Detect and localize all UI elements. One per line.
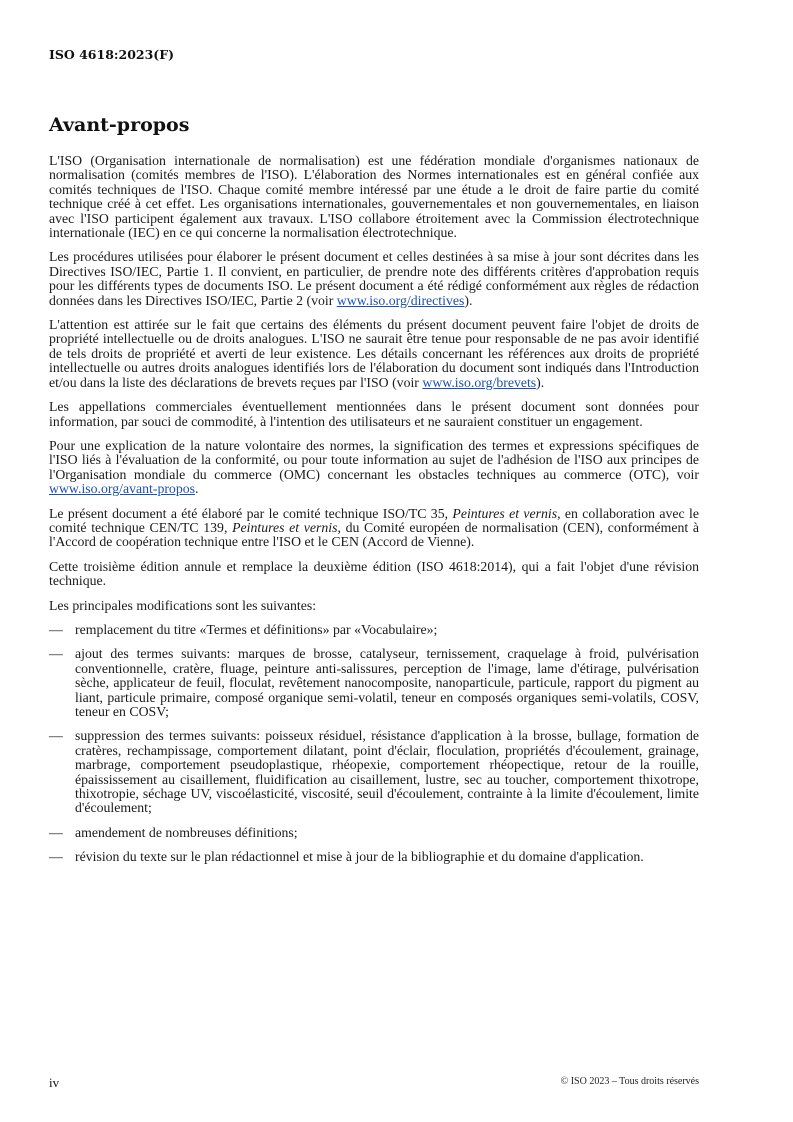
dash-bullet: —: [49, 849, 63, 865]
paragraph-edition: Cette troisième édition annule et remplace la deuxième édition (ISO 4618:2014), qui a fait l'objet d'une révision technique.: [49, 558, 699, 589]
list-item: — remplacement du titre «Termes et définitions» par «Vocabulaire»;: [49, 621, 438, 637]
list-item: — suppression des termes suivants: poisseux résiduel, résistance d'application à la brosse, bullage, formation de cratères, rechampissage, comportement dilatant, point d'éclair, floculation, propriétés d'écoulement, grainage, marbrage, comportement pseudoplastique, rhéopexie, comportement rhéopectique, retour de la rouille, épaississement au cisaillement, fluidification au cisaillement, lustre, sec au toucher, comportement thixotrope, thixotropie, séchage UV, viscoélasticité, viscosité, seuil d'écoulement, contrainte à la limite d'écoulement, limite d'écoulement;: [49, 728, 699, 816]
dash-bullet: —: [49, 728, 63, 744]
dash-bullet: —: [49, 824, 63, 840]
link-avant-propos[interactable]: www.iso.org/avant-propos: [49, 481, 195, 497]
list-item: — ajout des termes suivants: marques de brosse, catalyseur, ternissement, craquelage à froid, pulvérisation conventionnelle, cratère, fluage, peinture anti-salissures, perception de l'image, lame d'étirage, pulvérisation sèche, applicateur de feuil, floculat, revêtement nanocomposite, nanoparticule, particule, rapport du pigment au liant, particule primaire, composé organique semi-volatil, teneur en composés organiques semi-volatils, COSV, teneur en COSV;: [49, 646, 699, 719]
document-code: ISO 4618:2023(F): [49, 47, 175, 62]
link-brevets[interactable]: www.iso.org/brevets: [422, 374, 537, 390]
copyright-notice: © ISO 2023 – Tous droits réservés: [560, 1076, 699, 1087]
list-item: — amendement de nombreuses définitions;: [49, 824, 298, 840]
paragraph-changes-intro: Les principales modifications sont les suivantes:: [49, 597, 317, 613]
dash-bullet: —: [49, 646, 63, 662]
paragraph-procedures: Les procédures utilisées pour élaborer le présent document et celles destinées à sa mise à jour sont décrites dans les Directives ISO/IEC, Partie 1. Il convient, en particulier, de prendre note des différents critères d'approbation requis pour les différents types de documents ISO. Le présent document a été rédigé conformément aux règles de rédaction données dans les Directives ISO/IEC, Partie 2 (voir www.iso.org/directives).: [49, 249, 699, 308]
dash-bullet: —: [49, 621, 63, 637]
section-title: Avant-propos: [49, 114, 190, 136]
list-item: — révision du texte sur le plan rédactionnel et mise à jour de la bibliographie et du domaine d'application.: [49, 849, 644, 865]
paragraph-voluntary-nature: Pour une explication de la nature volontaire des normes, la signification des termes et expressions spécifiques de l'ISO liés à l'évaluation de la conformité, ou pour toute information au sujet de l'adhésion de l'ISO aux principes de l'Organisation mondiale du commerce (OMC) concernant les obstacles techniques au commerce (OTC), voir www.iso.org/avant-propos.: [49, 437, 699, 497]
foreword-body: [49, 154, 699, 875]
changes-list: [49, 623, 699, 865]
paragraph-iso-intro: L'ISO (Organisation internationale de normalisation) est une fédération mondiale d'organismes nationaux de normalisation (comités membres de l'ISO). L'élaboration des Normes internationales est en général confiée aux comités techniques de l'ISO. Chaque comité membre intéressé par une étude a le droit de faire partie du comité technique créé à cet effet. Les organisations internationales, gouvernementales et non gouvernementales, en liaison avec l'ISO participent également aux travaux. L'ISO collabore étroitement avec la Commission électrotechnique internationale (IEC) en ce qui concerne la normalisation électrotechnique.: [49, 153, 699, 241]
paragraph-patents: L'attention est attirée sur le fait que certains des éléments du présent document peuvent faire l'objet de droits de propriété intellectuelle ou de droits analogues. L'ISO ne saurait être tenue pour responsable de ne pas avoir identifié de tels droits de propriété et averti de leur existence. Les détails concernant les références aux droits de propriété intellectuelle ou autres droits analogues identifiés lors de l'élaboration du document sont indiqués dans l'Introduction et/ou dans la liste des déclarations de brevets reçues par l'ISO (voir www.iso.org/brevets).: [49, 317, 699, 390]
page-number: iv: [49, 1075, 60, 1090]
paragraph-trade-names: Les appellations commerciales éventuellement mentionnées dans le présent document sont données pour information, par souci de commodité, à l'intention des utilisateurs et ne sauraient constituer un engagement.: [49, 399, 699, 429]
paragraph-committee: Le présent document a été élaboré par le comité technique ISO/TC 35, Peintures et vernis, en collaboration avec le comité technique CEN/TC 139, Peintures et vernis, du Comité européen de normalisation (CEN), conformément à l'Accord de coopération technique entre l'ISO et le CEN (Accord de Vienne).: [49, 505, 699, 550]
link-directives[interactable]: www.iso.org/directives: [336, 292, 465, 308]
